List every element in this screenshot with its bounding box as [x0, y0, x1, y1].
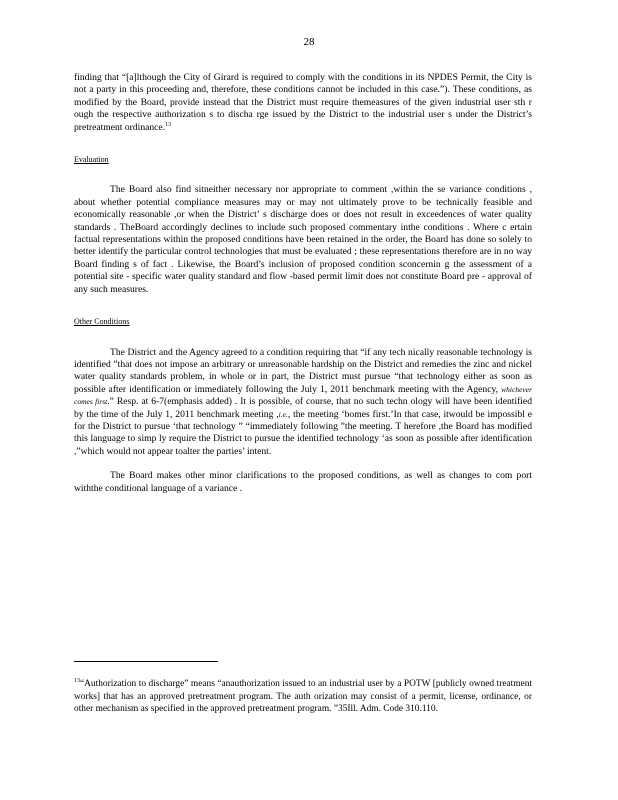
heading-other-conditions: Other Conditions [74, 317, 130, 327]
emphasis-whichever-comes-first: whichever comes first [74, 384, 532, 407]
footnote-number: 13 [74, 678, 80, 685]
paragraph-other-conditions [74, 347, 532, 459]
paragraph-other-text-c: , the meeting ‘bomes first.’In that case, itwould be impossibl e for the District to pursue ‘that technology ” “immediately following ”the meeting. T herefore ,the Board has modified this language to simp ly require the District to pursue the identified technology ‘as soon as possible after identification ,”which would not appear toalter the parties’ intent. [74, 408, 532, 457]
page-number: 28 [303, 36, 315, 48]
paragraph-other-text-a: The District and the Agency agreed to a condition requiring that “if any tech nically reasonable technology is identified ”that does not impose an arbitrary or unreasonable hardship on the District and remedies the zinc and nickel water quality standards problem, in whole or in part, the District must pursue “that technology either as soon as possible after identification or immediately following the July 1, 2011 benchmark meeting with the Agency, [74, 346, 532, 395]
document-body [74, 72, 532, 495]
footnote-13 [74, 678, 532, 715]
footnote-ref-13: 13 [165, 121, 172, 128]
paragraph-gap [74, 458, 532, 470]
emphasis-ie: i.e. [278, 409, 288, 419]
heading-evaluation: Evaluation [74, 155, 109, 165]
paragraph-other-text-b: .” Resp. at 6-7(emphasis added) . It is possible, of course, that no such techn ology will have been identified by the time of the July 1, 2011 benchmark meeting , [74, 396, 532, 420]
paragraph-clarifications: The Board makes other minor clarifications to the proposed conditions, as well as changes to com port withthe conditional language of a variance . [74, 470, 532, 494]
paragraph-finding [74, 72, 532, 134]
footnote-text: “Authorization to discharge” means “anauthorization issued to an industrial user by a POTW [publicly owned treatment works] that has an approved pretreatment program. The auth orization may consist of a permit, license, ordinance, or other mechanism as specified in the approved pretreatment program. ”35Ill. Adm. Code 310.110. [74, 679, 532, 715]
paragraph-finding-text: finding that “[a]lthough the City of Girard is required to comply with the conditions in its NPDES Permit, the City is not a party in this proceeding and, therefore, these conditions cannot be included in this case.”). These conditions, as modified by the Board, provide instead that the District must require themeasures of the given industrial user sth r ough the respective authorization s to discha rge issued by the District to the industrial user s under the District’s pretreatment ordinance. [74, 72, 532, 133]
paragraph-evaluation [74, 184, 532, 296]
paragraph-evaluation-text: The Board also find sitneither necessary nor appropriate to comment ,within the se variance conditions , about whether potential compliance measures may or may not ultimately prove to be technically feasible and economically reasonable ,or when the District’ s discharge does or does not result in exceedences of water quality standards . TheBoard accordingly declines to include such proposed commentary inthe conditions . Where c ertain factual representations within the proposed conditions have been retained in the order, the Board has done so solely to better identify the particular control technologies that must be evaluated ; these representations therefore are in no way Board finding s of fact . Likewise, the Board’s inclusion of proposed condition sconcernin g the assessment of a potential site - specific water quality standard and flow -based permit limit does not constitute Board pre - approval of any such measures. [74, 184, 532, 295]
footnote-divider [74, 661, 218, 662]
